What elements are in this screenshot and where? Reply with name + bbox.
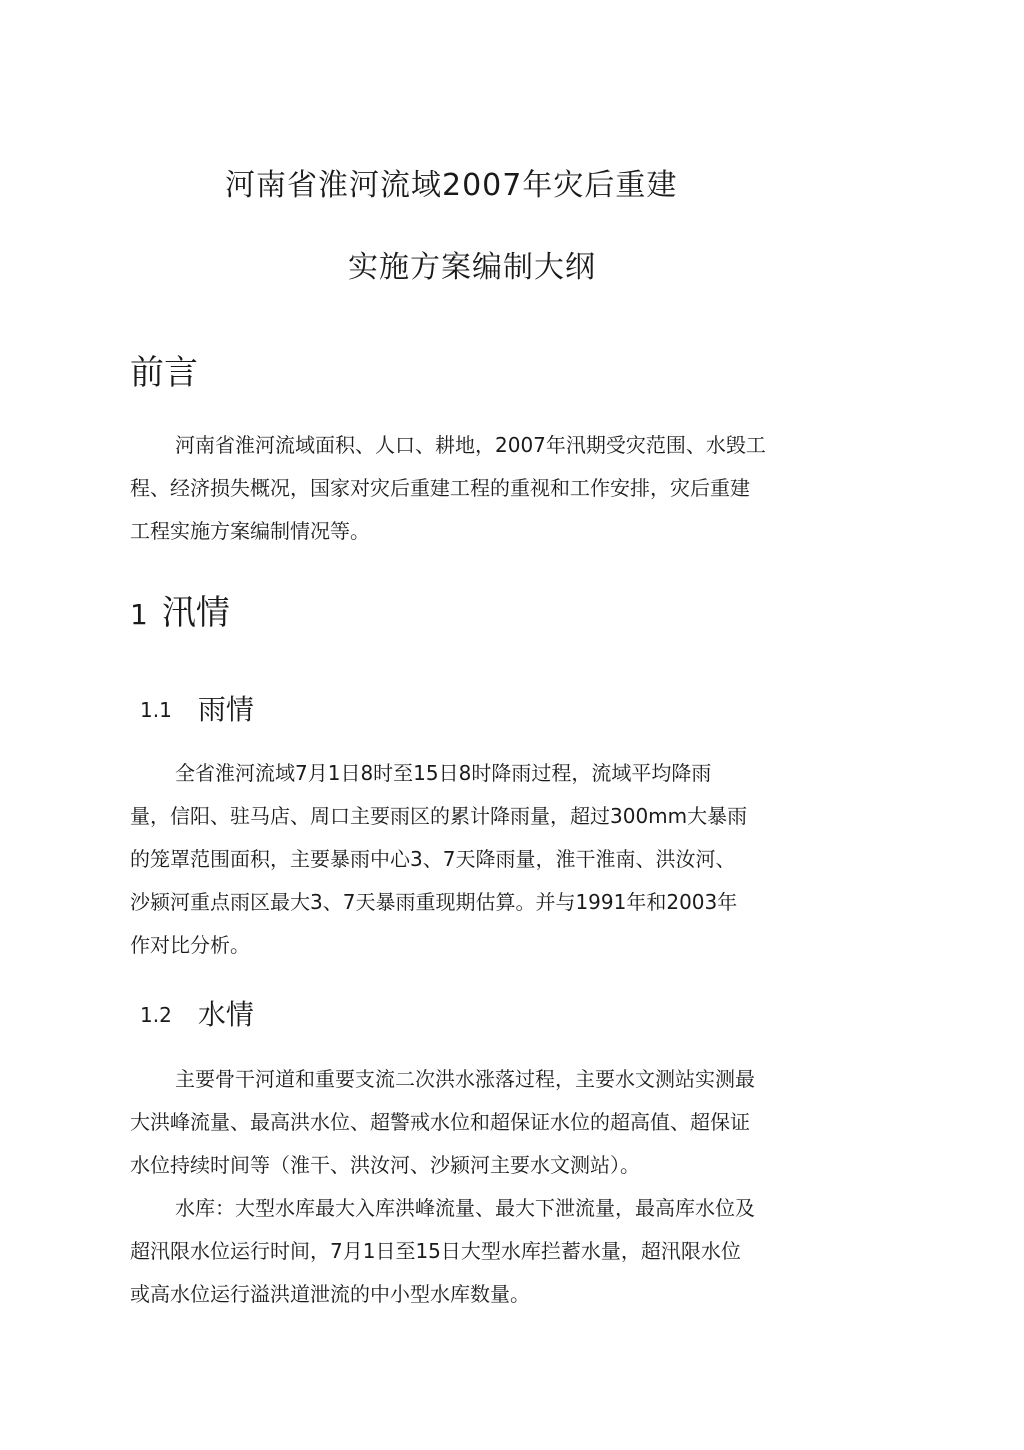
section-number: 1.1 [140, 698, 172, 722]
section-number: 1 [130, 598, 148, 631]
paragraph-line: 作对比分析。 [130, 933, 250, 957]
document-title-line-1: 河南省淮河流域2007年灾后重建 [225, 168, 678, 203]
rain-paragraph [130, 752, 810, 967]
section-number: 1.2 [140, 1003, 172, 1027]
section-1-2-heading [140, 993, 254, 1033]
preface-heading: 前言 [130, 353, 198, 393]
paragraph-line: 河南省淮河流域面积、人口、耕地，2007年汛期受灾范围、水毁工 [175, 433, 766, 457]
paragraph-line: 量，信阳、驻马店、周口主要雨区的累计降雨量，超过300mm大暴雨 [130, 804, 748, 828]
section-title: 雨情 [197, 693, 254, 726]
section-title: 汛情 [161, 593, 230, 633]
paragraph-line: 大洪峰流量、最高洪水位、超警戒水位和超保证水位的超高值、超保证 [130, 1110, 750, 1134]
paragraph-line: 程、经济损失概况，国家对灾后重建工程的重视和工作安排，灾后重建 [130, 476, 750, 500]
water-paragraph [130, 1058, 810, 1187]
paragraph-line: 沙颍河重点雨区最大3、7天暴雨重现期估算。并与1991年和2003年 [130, 890, 738, 914]
reservoir-paragraph [130, 1187, 810, 1316]
preface-paragraph [130, 424, 810, 553]
section-title: 水情 [197, 998, 254, 1031]
paragraph-line: 工程实施方案编制情况等。 [130, 519, 370, 543]
section-1-heading [130, 585, 230, 634]
document-title-line-2: 实施方案编制大纲 [348, 250, 596, 285]
paragraph-line: 主要骨干河道和重要支流二次洪水涨落过程，主要水文测站实测最 [175, 1067, 755, 1091]
paragraph-line: 水库：大型水库最大入库洪峰流量、最大下泄流量，最高库水位及 [175, 1196, 755, 1220]
paragraph-line: 水位持续时间等（淮干、洪汝河、沙颍河主要水文测站）。 [130, 1153, 640, 1177]
paragraph-line: 超汛限水位运行时间，7月1日至15日大型水库拦蓄水量，超汛限水位 [130, 1239, 741, 1263]
section-1-1-heading [140, 688, 254, 728]
paragraph-line: 的笼罩范围面积，主要暴雨中心3、7天降雨量，淮干淮南、洪汝河、 [130, 847, 736, 871]
paragraph-line: 全省淮河流域7月1日8时至15日8时降雨过程，流域平均降雨 [175, 761, 712, 785]
paragraph-line: 或高水位运行溢洪道泄流的中小型水库数量。 [130, 1282, 530, 1306]
